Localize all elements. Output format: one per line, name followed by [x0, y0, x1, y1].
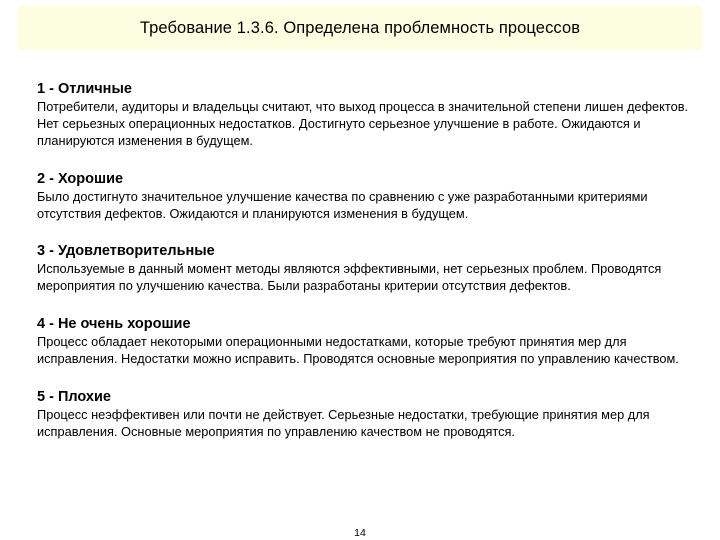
rating-description: Используемые в данный момент методы являются эффективными, нет серьезных проблем. Проводятся мероприятия по улучшению качества. Были разработаны критерии отсутствия дефектов. [37, 261, 662, 293]
rating-heading: 5 - Плохие [37, 389, 111, 405]
rating-item-poor [37, 388, 701, 440]
rating-description: Было достигнуто значительное улучшение качества по сравнению с уже разработанными критериями отсутствия дефектов. Ожидаются и планируются изменения в будущем. [37, 189, 648, 221]
page-title: Требование 1.3.6. Определена проблемность процессов [139, 18, 581, 37]
rating-heading: 4 - Не очень хорошие [37, 316, 191, 332]
rating-description: Процесс обладает некоторыми операционными недостатками, которые требуют принятия мер для исправления. Недостатки можно исправить. Проводятся основные мероприятия по управлению качеством. [37, 334, 679, 366]
rating-description: Процесс неэффективен или почти не действует. Серьезные недостатки, требующие принятия мер для исправления. Основные мероприятия по управлению качеством не проводятся. [37, 407, 650, 439]
rating-description: Потребители, аудиторы и владельцы считают, что выход процесса в значительной степени лишен дефектов. Нет серьезных операционных недостатков. Достигнуто серьезное улучшение в работе. Ожидаются и планируются изменения в будущем. [37, 99, 689, 148]
ratings-list [37, 80, 701, 440]
rating-heading: 2 - Хорошие [37, 171, 124, 187]
rating-item-good [37, 170, 701, 222]
rating-heading: 3 - Удовлетворительные [37, 243, 215, 259]
title-banner [18, 6, 702, 50]
rating-item-not-very-good [37, 315, 701, 367]
page-number: 14 [354, 527, 366, 539]
rating-item-excellent [37, 80, 701, 149]
rating-heading: 1 - Отличные [37, 81, 132, 97]
rating-item-satisfactory [37, 242, 701, 294]
